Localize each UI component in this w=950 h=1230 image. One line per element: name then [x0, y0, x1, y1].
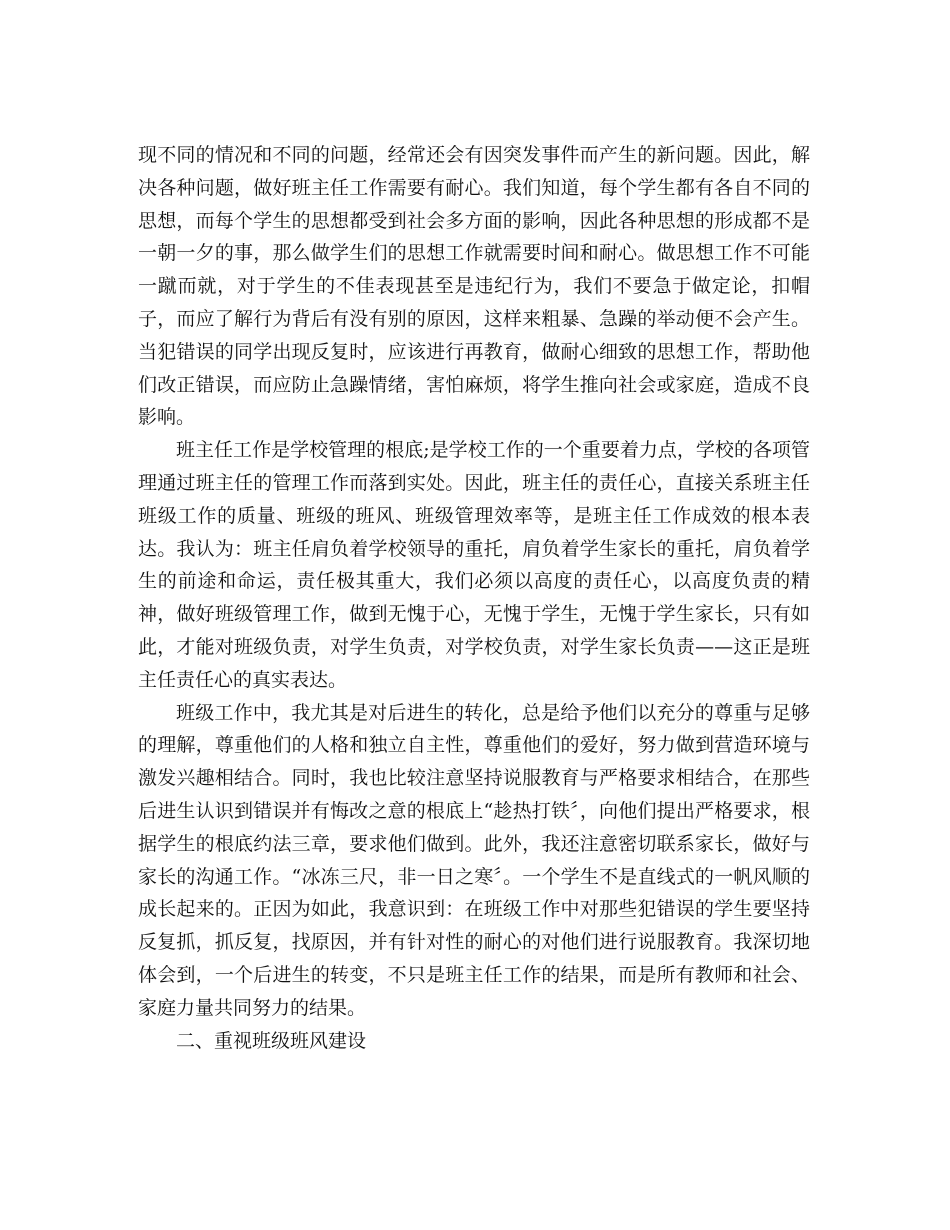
paragraph-continuation: 现不同的情况和不同的问题，经常还会有因突发事件而产生的新问题。因此，解决各种问题，做好班主任工作需要有耐心。我们知道，每个学生都有各自不同的思想，而每个学生的思想都受到社会多方面的影响，因此各种思想的形成都不是一朝一夕的事，那么做学生们的思想工作就需要时间和耐心。做思想工作不可能一蹴而就，对于学生的不佳表现甚至是违纪行为，我们不要急于做定论，扣帽子，而应了解行为背后有没有别的原因，这样来粗暴、急躁的举动便不会产生。当犯错误的同学出现反复时，应该进行再教育，做耐心细致的思想工作，帮助他们改正错误，而应防止急躁情绪，害怕麻烦，将学生推向社会或家庭，造成不良影响。 [138, 144, 810, 429]
paragraph-responsibility: 班主任工作是学校管理的根底;是学校工作的一个重要着力点，学校的各项管理通过班主任的管理工作而落到实处。因此，班主任的责任心，直接关系班主任班级工作的质量、班级的班风、班级管理效率等，是班主任工作成效的根本表达。我认为：班主任肩负着学校领导的重托，肩负着学生家长的重托，肩负着学生的前途和命运，责任极其重大，我们必须以高度的责任心，以高度负责的精神，做好班级管理工作，做到无愧于心，无愧于学生，无愧于学生家长，只有如此，才能对班级负责，对学生负责，对学校负责，对学生家长负责——这正是班主任责任心的真实表达。 [138, 439, 810, 691]
document-body [138, 139, 810, 1057]
section-heading: 二、重视班级班风建设 [176, 1029, 367, 1052]
paragraph-underachievers: 班级工作中，我尤其是对后进生的转化，总是给予他们以充分的尊重与足够的理解，尊重他们的人格和独立自主性，尊重他们的爱好，努力做到营造环境与激发兴趣相结合。同时，我也比较注意坚持说服教育与严格要求相结合，在那些后进生认识到错误并有悔改之意的根底上“趁热打铁〞，向他们提出严格要求，根据学生的根底约法三章，要求他们做到。此外，我还注意密切联系家长，做好与家长的沟通工作。“冰冻三尺，非一日之寒〞。一个学生不是直线式的一帆风顺的成长起来的。正因为如此，我意识到：在班级工作中对那些犯错误的学生要坚持反复抓，抓反复，找原因，并有针对性的耐心的对他们进行说服教育。我深切地体会到，一个后进生的转变，不只是班主任工作的结果，而是所有教师和社会、家庭力量共同努力的结果。 [138, 701, 810, 1019]
